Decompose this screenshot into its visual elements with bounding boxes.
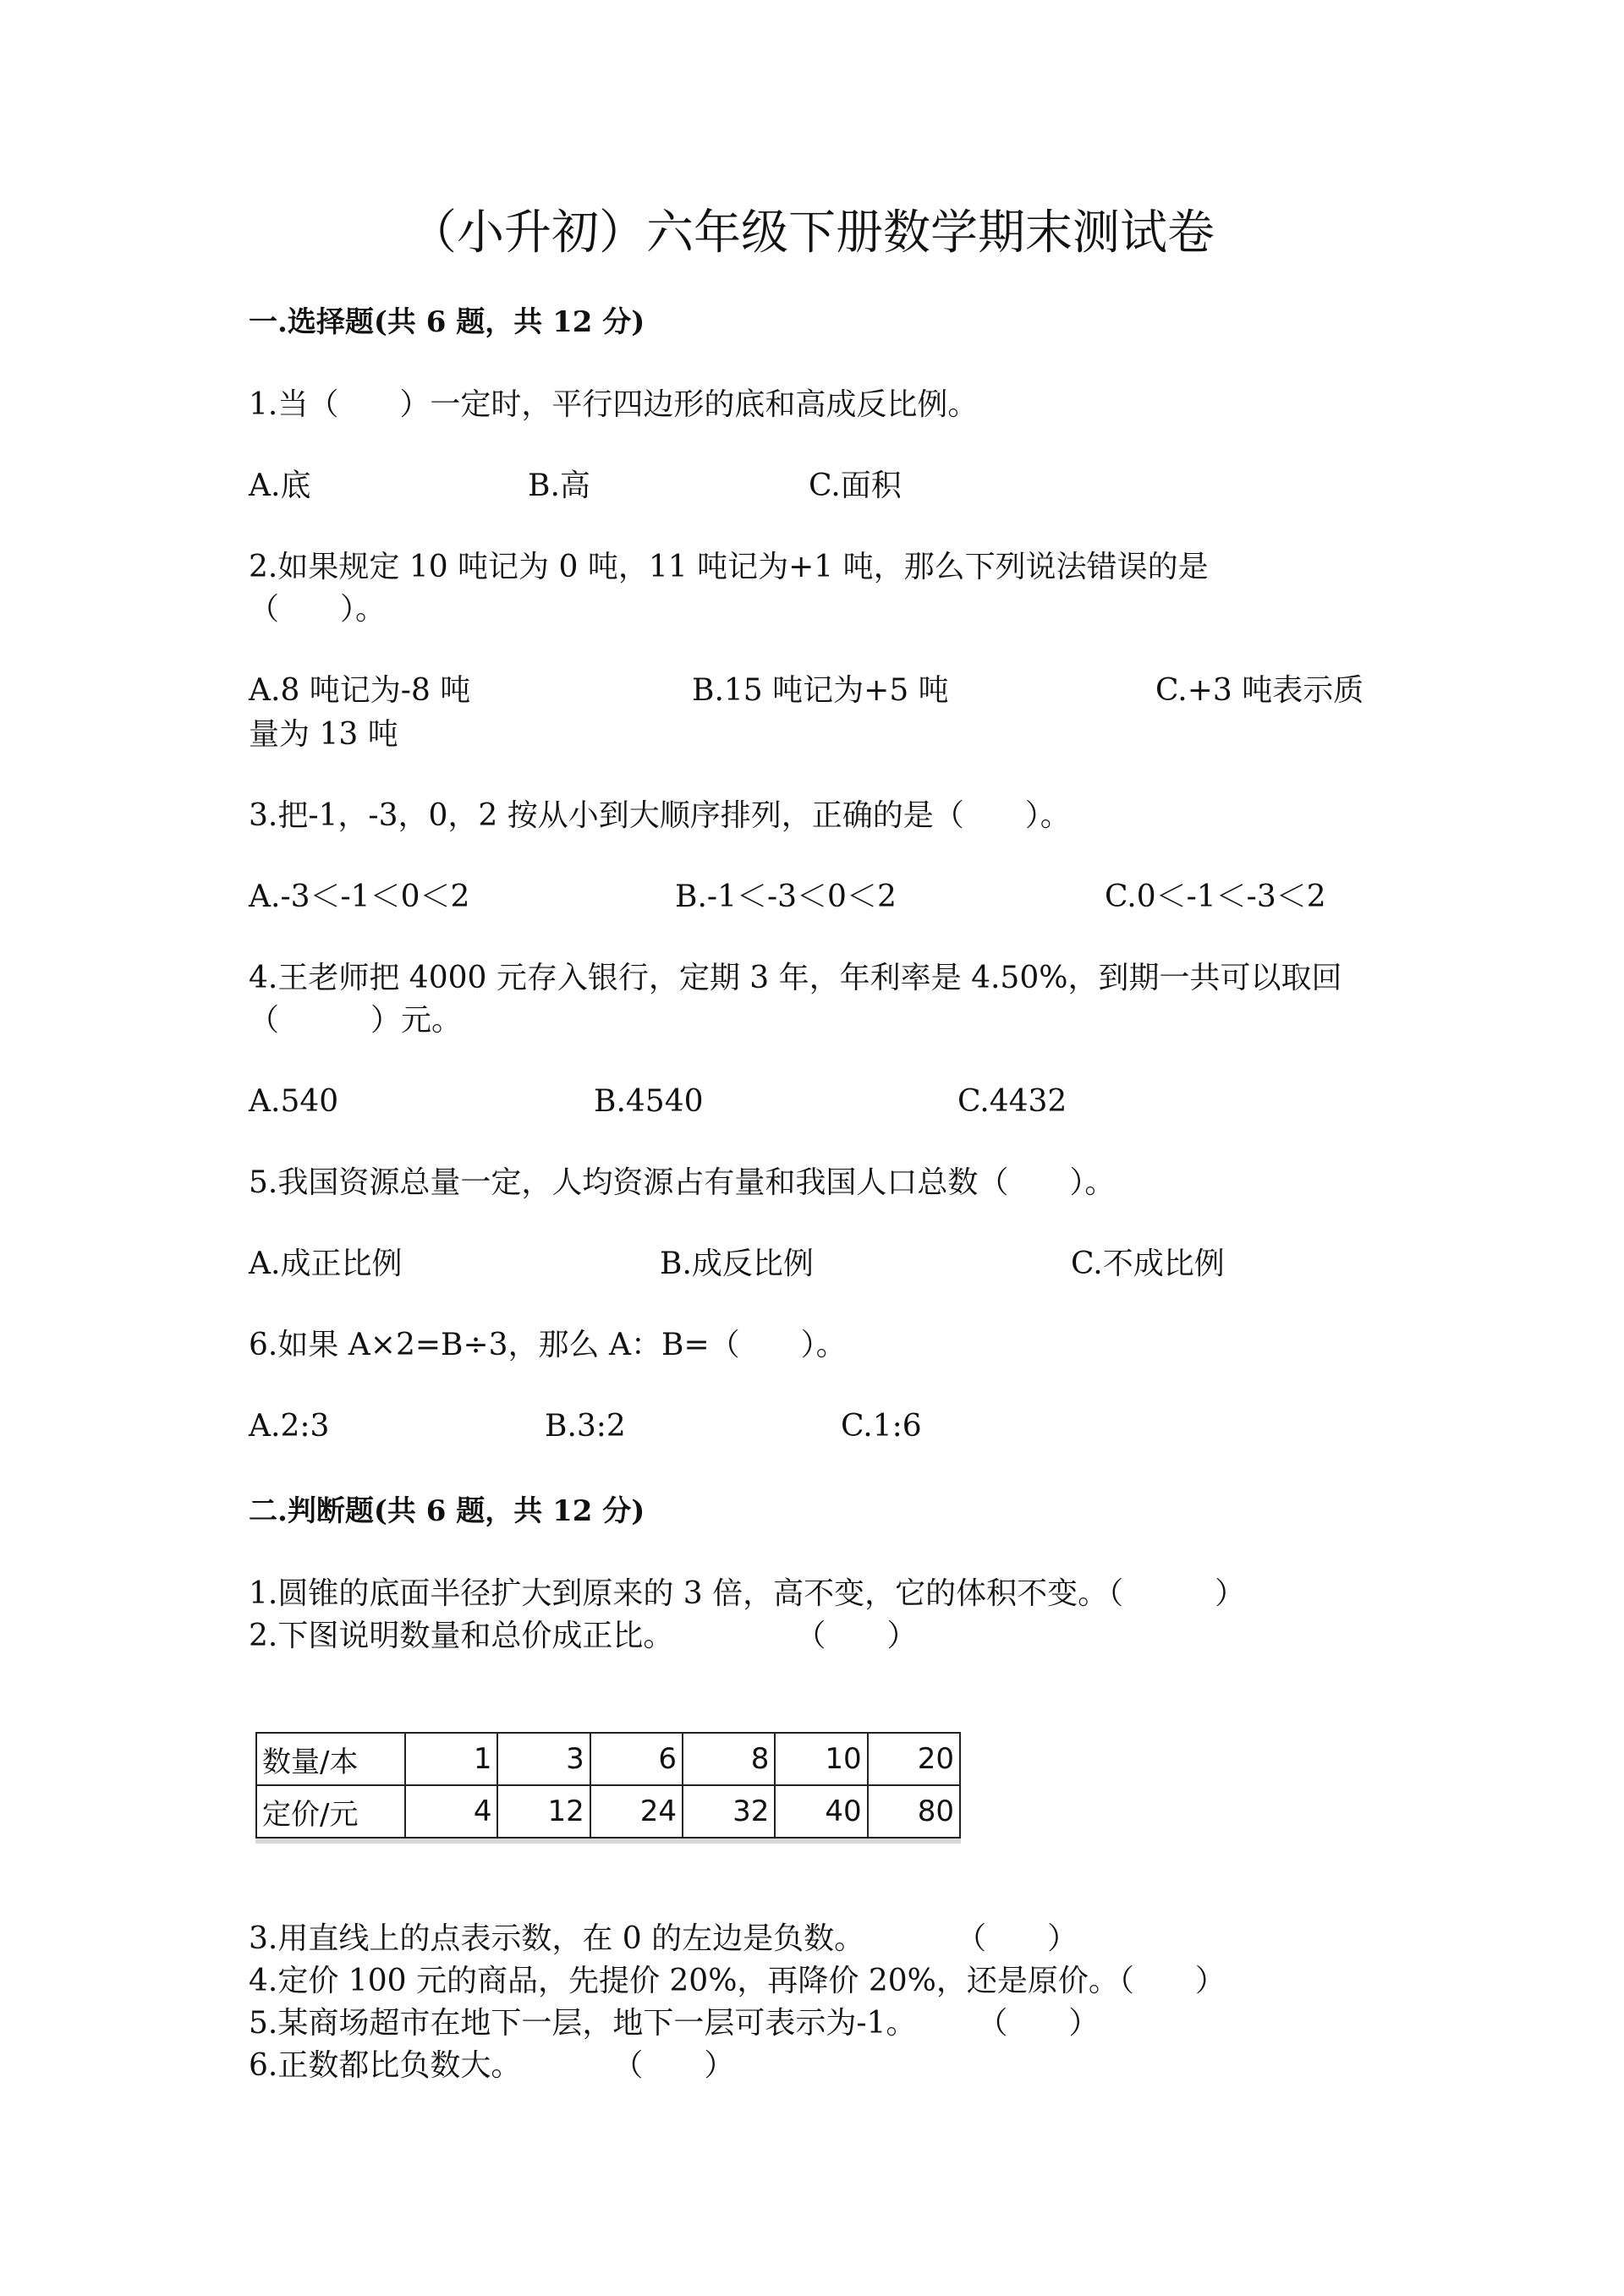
table-cell: 40 xyxy=(775,1785,867,1838)
table-row xyxy=(256,1785,960,1838)
question-6: 6.如果 A×2=B÷3，那么 A：B=（ ）。 xyxy=(249,1328,847,1362)
q3-option-c: C.0＜-1＜-3＜2 xyxy=(1105,879,1326,914)
table-cell: 8 xyxy=(683,1733,775,1785)
table-cell: 20 xyxy=(868,1733,960,1785)
q5-option-b: B.成反比例 xyxy=(660,1247,814,1281)
q2-option-a: A.8 吨记为-8 吨 xyxy=(249,673,471,708)
q5-option-c: C.不成比例 xyxy=(1071,1247,1225,1281)
q2-option-b: B.15 吨记为+5 吨 xyxy=(692,673,949,708)
question-3: 3.把-1，-3，0，2 按从小到大顺序排列，正确的是（ ）。 xyxy=(249,798,1071,833)
section2-heading: 二.判断题(共 6 题，共 12 分) xyxy=(249,1494,645,1528)
q2-option-c-continued: 量为 13 吨 xyxy=(249,717,398,752)
table-cell: 24 xyxy=(590,1785,683,1838)
table-cell: 1 xyxy=(405,1733,497,1785)
table-cell: 10 xyxy=(775,1733,867,1785)
table-row xyxy=(256,1733,960,1785)
table-shadow xyxy=(255,1838,961,1844)
judge-item-5: 5.某商场超市在地下一层，地下一层可表示为-1。 （ ） xyxy=(249,2006,1100,2041)
table-cell: 6 xyxy=(590,1733,683,1785)
table-row-label: 数量/本 xyxy=(256,1733,405,1785)
table-cell: 12 xyxy=(497,1785,590,1838)
q4-option-a: A.540 xyxy=(249,1084,339,1119)
q3-option-a: A.-3＜-1＜0＜2 xyxy=(249,879,470,914)
q6-option-b: B.3:2 xyxy=(545,1409,626,1444)
judge-item-1: 1.圆锥的底面半径扩大到原来的 3 倍，高不变，它的体积不变。（ ） xyxy=(249,1576,1246,1611)
table-cell: 32 xyxy=(683,1785,775,1838)
judge-item-3: 3.用直线上的点表示数，在 0 的左边是负数。 （ ） xyxy=(249,1921,1078,1956)
table-cell: 4 xyxy=(405,1785,497,1838)
q4-option-b: B.4540 xyxy=(594,1084,704,1119)
question-2: 2.如果规定 10 吨记为 0 吨，11 吨记为+1 吨，那么下列说法错误的是（ ）。 xyxy=(249,550,1209,627)
question-5: 5.我国资源总量一定，人均资源占有量和我国人口总数（ ）。 xyxy=(249,1165,1116,1200)
quantity-price-table xyxy=(255,1732,961,1838)
judge-item-2: 2.下图说明数量和总价成正比。 （ ） xyxy=(249,1619,918,1653)
question-4: 4.王老师把 4000 元存入银行，定期 3 年，年利率是 4.50%，到期一共可以取回（ ）元。 xyxy=(249,961,1342,1038)
page-title: （小升初）六年级下册数学期末测试卷 xyxy=(409,205,1215,260)
q5-option-a: A.成正比例 xyxy=(249,1247,403,1281)
q6-option-a: A.2:3 xyxy=(249,1409,330,1444)
table-cell: 80 xyxy=(868,1785,960,1838)
table-cell: 3 xyxy=(497,1733,590,1785)
question-1: 1.当（ ）一定时，平行四边形的底和高成反比例。 xyxy=(249,387,979,422)
q1-option-b: B.高 xyxy=(528,469,590,503)
q2-option-c: C.+3 吨表示质 xyxy=(1155,673,1364,708)
q6-option-c: C.1:6 xyxy=(841,1409,922,1444)
judge-item-6: 6.正数都比负数大。 （ ） xyxy=(249,2048,735,2083)
q1-option-a: A.底 xyxy=(249,469,311,503)
q1-option-c: C.面积 xyxy=(809,469,902,503)
q4-option-c: C.4432 xyxy=(957,1084,1067,1119)
judge-item-4: 4.定价 100 元的商品，先提价 20%，再降价 20%，还是原价。（ ） xyxy=(249,1964,1226,1998)
q3-option-b: B.-1＜-3＜0＜2 xyxy=(675,879,897,914)
section1-heading: 一.选择题(共 6 题，共 12 分) xyxy=(249,305,645,339)
table-row-label: 定价/元 xyxy=(256,1785,405,1838)
